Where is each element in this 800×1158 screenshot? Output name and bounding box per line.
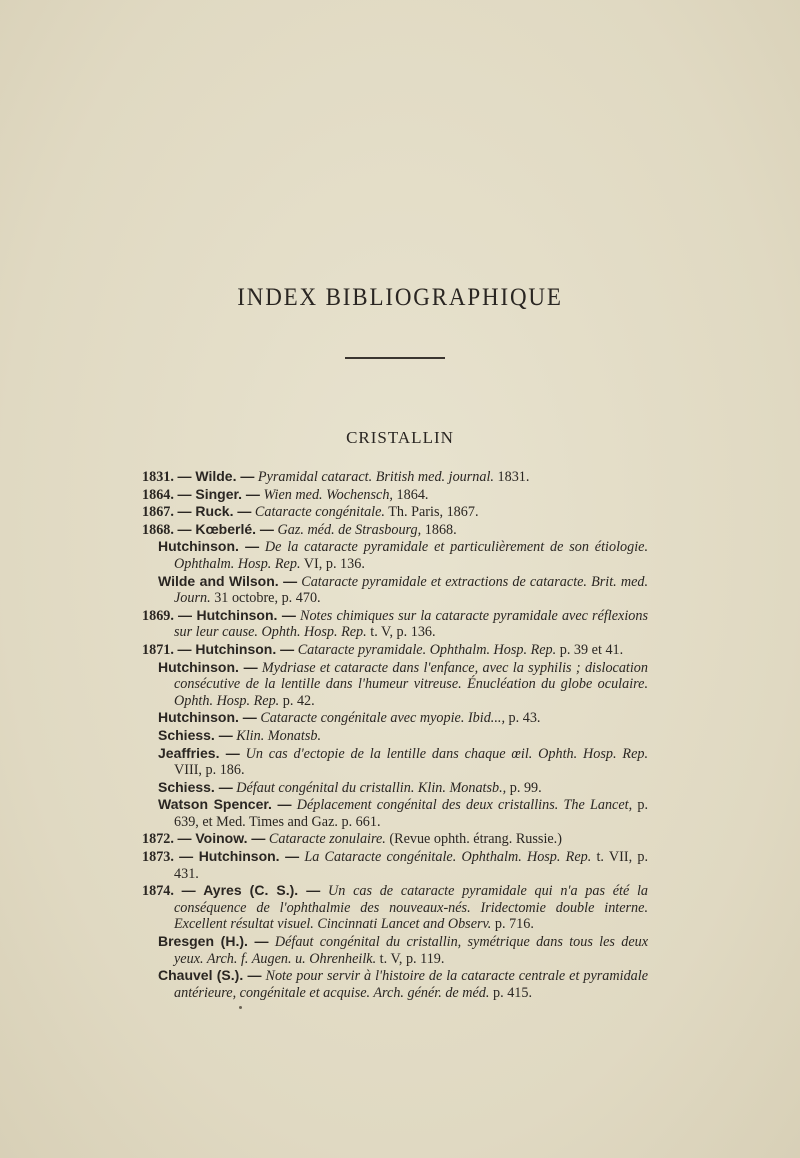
entry-reference: t. VII, p. 431.	[174, 849, 649, 882]
entry-author: — Wilde. —	[177, 468, 255, 484]
entry-author: Watson Spencer. —	[158, 796, 292, 813]
entry-author: Hutchinson. —	[158, 538, 260, 555]
entry-reference: t. V, p. 119.	[376, 950, 445, 967]
entry-title: Défaut congénital du cristallin. Klin. Monatsb.,	[236, 779, 507, 796]
entry-author: — Ayres (C. S.). —	[181, 882, 321, 899]
page-title: INDEX BIBLIOGRAPHIQUE	[237, 284, 563, 311]
entry-title: Un cas d'ectopie de la lentille dans chaque œil. Ophth. Hosp. Rep.	[245, 745, 649, 762]
entry-title: De la cataracte pyramidale et particulièrement de son étiologie. Ophthalm. Hosp. Rep.	[174, 539, 648, 572]
entry-reference: 1868.	[421, 521, 457, 538]
entry-title: Wien med. Wochensch,	[263, 486, 393, 503]
entry-reference: t. V, p. 136.	[366, 624, 436, 641]
entry-reference: p. 39 et 41.	[556, 641, 624, 658]
entry-title: Gaz. méd. de Strasbourg,	[277, 521, 422, 538]
entry-author: Jeaffries. —	[158, 744, 240, 761]
entry-title: Notes chimiques sur la cataracte pyramidale avec réflexions sur leur cause. Ophth. Hosp. Rep.	[174, 607, 648, 641]
entry-author: Chauvel (S.). —	[158, 967, 262, 984]
entry-year: 1831.	[142, 469, 174, 485]
entry-title: Klin. Monatsb.	[236, 727, 321, 744]
entry-title: Déplacement congénital des deux cristallins. The Lancet,	[296, 797, 633, 814]
entry-author: Hutchinson. —	[158, 658, 258, 675]
entry-year: 1873.	[142, 849, 174, 866]
bibliography-entry	[142, 882, 649, 933]
entry-reference: (Revue ophth. étrang. Russie.)	[385, 831, 562, 848]
entry-reference: p. 415.	[489, 984, 533, 1001]
entry-year: 1867.	[142, 504, 174, 521]
entry-title: Cataracte congénitale avec myopie. Ibid...,	[260, 710, 505, 727]
entry-author: Schiess. —	[158, 778, 233, 795]
entry-year: 1872.	[142, 831, 174, 848]
entry-reference: Th. Paris, 1867.	[384, 504, 479, 521]
entry-year: 1864.	[142, 486, 174, 503]
entry-author: — Kœberlé. —	[177, 520, 274, 537]
entry-year: 1871.	[142, 641, 174, 658]
entry-author: Bresgen (H.). —	[158, 933, 269, 950]
bibliography-entry	[158, 967, 648, 1001]
entry-author: — Singer. —	[177, 485, 260, 502]
bibliography-entry	[142, 640, 648, 659]
bibliography-entry	[142, 520, 648, 539]
entry-author: Schiess. —	[158, 726, 233, 743]
bibliography-entry	[142, 606, 648, 641]
title-divider	[345, 357, 445, 359]
entry-title: Un cas de cataracte pyramidale qui n'a pas été la conséquence de l'ophthalmie des nouveaux-nés. Iridectomie double interne. Excellent résultat visuel. Cincinnati Lancet and Observ.	[174, 883, 649, 933]
entry-author: — Ruck. —	[177, 503, 252, 520]
entry-year: 1874.	[142, 883, 174, 900]
bibliography-entry	[158, 779, 648, 797]
entry-author: Wilde and Wilson. —	[158, 572, 298, 589]
bibliography-entry	[158, 727, 648, 745]
entry-reference: 1831.	[493, 469, 530, 485]
bibliography-entry	[142, 830, 648, 848]
bibliography-entry	[142, 503, 648, 521]
entry-title: Pyramidal cataract. British med. journal.	[257, 469, 494, 485]
entry-year: 1869.	[142, 607, 174, 624]
entry-author: Hutchinson. —	[158, 709, 257, 726]
bibliography-entry	[158, 538, 648, 572]
bibliography-entry	[158, 573, 648, 607]
entry-author: — Hutchinson. —	[177, 640, 295, 657]
entry-reference: p. 99.	[506, 779, 542, 796]
bibliography-entry	[142, 468, 648, 486]
entry-reference: VIII, p. 186.	[174, 762, 245, 779]
entry-title: Note pour servir à l'histoire de la cataracte centrale et pyramidale antérieure, congénitale et acquise. Arch. génér. de méd.	[174, 968, 649, 1001]
entry-author: — Hutchinson. —	[178, 606, 296, 623]
bibliography-entry	[142, 485, 648, 504]
entry-author: — Hutchinson. —	[179, 848, 300, 865]
entry-year: 1868.	[142, 521, 174, 538]
entry-title: Cataracte pyramidale. Ophthalm. Hosp. Rep.	[297, 641, 557, 658]
entry-author: — Voinow. —	[177, 830, 266, 847]
entry-reference: 31 octobre, p. 470.	[210, 590, 321, 607]
bibliography-entry	[158, 796, 648, 830]
entry-reference: p. 639, et Med. Times and Gaz. p. 661.	[174, 797, 648, 830]
bibliography-entry	[158, 933, 648, 967]
entry-reference: p. 42.	[279, 692, 315, 709]
bibliography-list	[142, 468, 649, 1001]
section-heading: CRISTALLIN	[346, 428, 454, 447]
entry-title: La Cataracte congénitale. Ophthalm. Hosp. Rep.	[304, 849, 592, 866]
bibliography-entry	[158, 709, 648, 727]
entry-reference: 1864.	[392, 486, 429, 503]
entry-reference: VI, p. 136.	[300, 555, 365, 572]
entry-title: Cataracte pyramidale et extractions de cataracte. Brit. med. Journ.	[174, 573, 649, 607]
entry-title: Mydriase et cataracte dans l'enfance, avec la syphilis ; dislocation consécutive de la lentille dans l'humeur vitreuse. Énucléation du globe oculaire. Ophth. Hosp. Rep.	[174, 659, 648, 709]
ink-speck	[239, 1006, 242, 1009]
entry-title: Cataracte congénitale.	[254, 504, 385, 521]
bibliography-entry	[158, 745, 648, 779]
entry-reference: p. 716.	[491, 916, 534, 933]
bibliography-entry	[158, 659, 648, 710]
entry-title: Cataracte zonulaire.	[268, 831, 386, 848]
bibliography-entry	[142, 848, 649, 882]
entry-reference: p. 43.	[505, 710, 541, 727]
entry-title: Défaut congénital du cristallin, symétrique dans tous les deux yeux. Arch. f. Augen. u. Ohrenheilk.	[174, 934, 649, 967]
